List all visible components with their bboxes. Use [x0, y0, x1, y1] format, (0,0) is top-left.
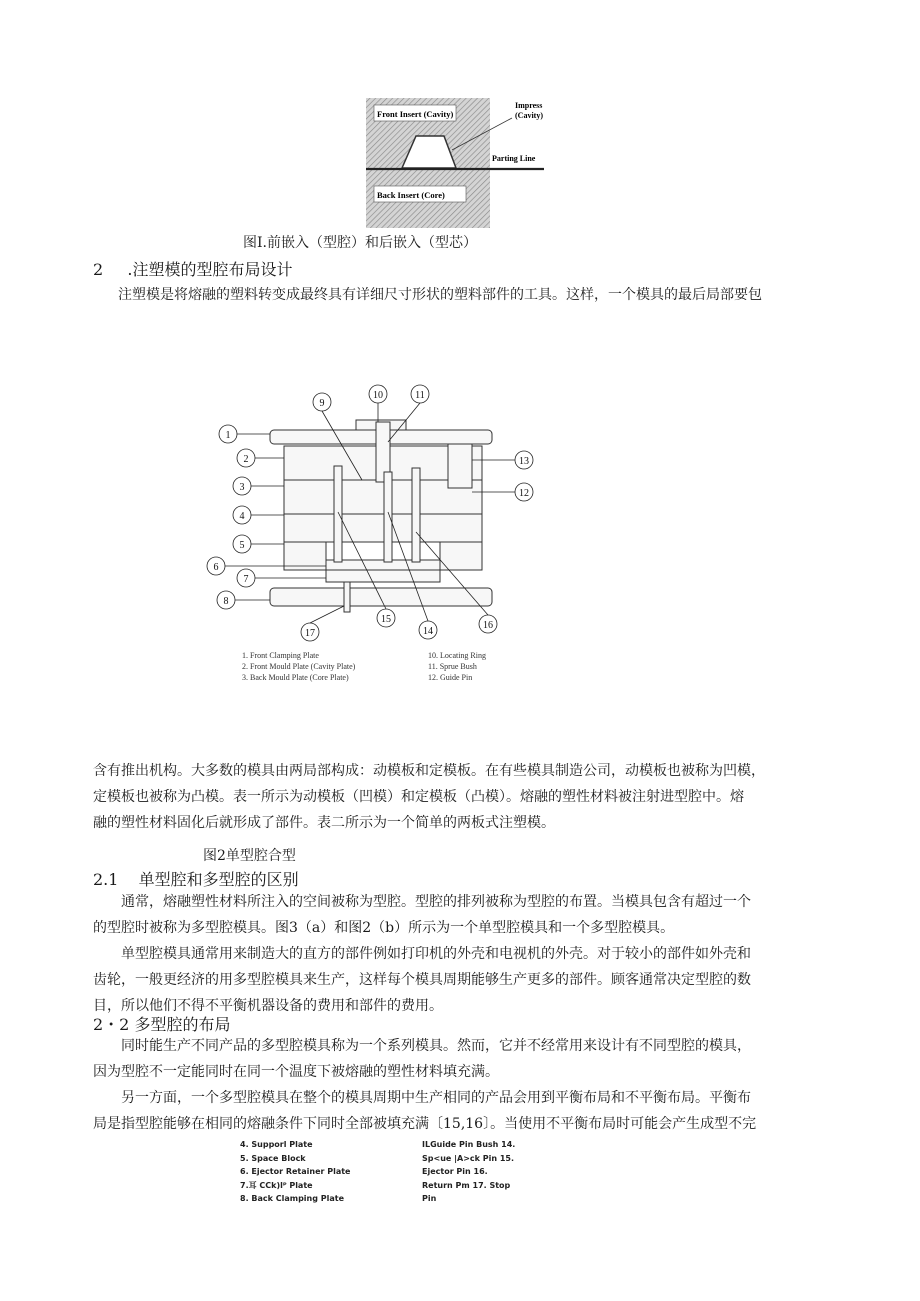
callout-7: 7 — [243, 574, 249, 585]
impress-label-2: (Cavity) — [515, 111, 543, 120]
section-2-1-p2-line1: 单型腔模具通常用来制造大的直方的部件例如打印机的外壳和电视机的外壳。对于较小的部件如外壳和 — [121, 946, 751, 962]
bottom-legend-left-1: 4. Supporl Plate — [240, 1140, 313, 1149]
continuation-paragraph — [93, 758, 833, 836]
callout-2: 2 — [243, 454, 249, 465]
bottom-legend-right-4: Return Pm 17. Stop — [422, 1180, 511, 1190]
bottom-legend-right-2: Sp<ue |A>ck Pin 15. — [422, 1153, 515, 1163]
bottom-legend-left — [240, 1138, 350, 1206]
bottom-legend-right-3: Ejector Pin 16. — [422, 1167, 488, 1176]
section-2-1-body — [93, 889, 833, 1019]
section-2-1-p1-line1: 通常，熔融塑性材料所注入的空间被称为型腔。型腔的排列被称为型腔的布置。当模具包含有超过一个 — [121, 894, 751, 910]
section-2-1-p2-line3: 目，所以他们不得不平衡机器设备的费用和部件的费用。 — [93, 998, 443, 1014]
bottom-legend-left-3: 6. Ejector Retainer Plate — [240, 1167, 351, 1176]
section-2-1-p2-line2: 齿轮，一般更经济的用多型腔模具来生产，这样每个模具周期能够生产更多的部件。顾客通常决定型腔的数 — [93, 972, 751, 988]
section-2-1-number: 2.1 — [93, 870, 119, 889]
callout-9: 9 — [319, 398, 325, 409]
section-2-2-p1-line2: 因为型腔不一定能同时在同一个温度下被熔融的塑性材料填充满。 — [93, 1064, 499, 1080]
callout-15: 15 — [381, 614, 391, 625]
back-insert-label: Back Insert (Core) — [377, 190, 445, 200]
figure-2-svg — [212, 382, 529, 692]
bottom-legend-right — [422, 1138, 515, 1206]
fig2-legend-left-3: 3. Back Mould Plate (Core Plate) — [242, 673, 349, 682]
callout-4: 4 — [239, 511, 245, 522]
section-2-1-title: 单型腔和多型腔的区别 — [138, 870, 299, 889]
section-2-paragraph: 注塑模是将熔融的塑料转变成最终具有详细尺寸形状的塑料部件的工具。这样，一个模具的最后局部要包 — [118, 287, 762, 303]
continuation-line-3: 融的塑性材料固化后就形成了部件。表二所示为一个简单的两板式注塑模。 — [93, 815, 555, 831]
callout-1: 1 — [225, 430, 231, 441]
callout-6: 6 — [213, 562, 219, 573]
figure-1-caption: 图I.前嵌入（型腔）和后嵌入（型芯） — [243, 235, 477, 251]
front-insert-label: Front Insert (Cavity) — [377, 109, 454, 119]
section-2-2-number: 2・2 — [93, 1015, 130, 1034]
callout-12: 12 — [519, 488, 529, 499]
callout-8: 8 — [223, 596, 229, 607]
section-2-2-title: 多型腔的布局 — [134, 1015, 231, 1034]
bottom-legend-left-4: 7.耳 CCk)lᴾ Plate — [240, 1180, 313, 1190]
figure-2-caption: 图2单型腔合型 — [203, 848, 296, 864]
callout-16: 16 — [483, 620, 493, 631]
section-2-2-p1-line1: 同时能生产不同产品的多型腔模具称为一个系列模具。然而，它并不经常用来设计有不同型腔的模具， — [121, 1038, 751, 1054]
parting-line-label: Parting Line — [492, 154, 536, 163]
section-2-number: 2 — [93, 260, 104, 279]
bottom-legend-left-2: 5. Space Block — [240, 1153, 306, 1163]
callout-5: 5 — [239, 540, 245, 551]
section-2-2-heading — [93, 1012, 230, 1035]
section-2-2-body — [93, 1033, 833, 1137]
continuation-line-1: 含有推出机构。大多数的模具由两局部构成：动模板和定模板。在有些模具制造公司，动模板也被称为凹模， — [93, 763, 765, 779]
fig2-legend-left-2: 2. Front Mould Plate (Cavity Plate) — [242, 662, 356, 671]
fig2-legend-left-1: 1. Front Clamping Plate — [242, 651, 319, 660]
impress-label-1: Impress — [515, 101, 543, 110]
fig2-legend-right-2: 11. Sprue Bush — [428, 662, 477, 671]
bottom-legend-right-5: Pin — [422, 1194, 437, 1203]
callout-10: 10 — [373, 390, 383, 401]
section-2-title: .注塑模的型腔布局设计 — [127, 260, 293, 279]
callout-13: 13 — [519, 456, 529, 467]
section-2-1-heading — [93, 867, 299, 890]
figure-1-svg — [364, 98, 554, 228]
callout-17: 17 — [305, 628, 315, 639]
figure-2-diagram — [212, 382, 529, 692]
callout-3: 3 — [239, 482, 245, 493]
fig2-legend-right-1: 10. Locating Ring — [428, 651, 486, 660]
fig2-legend-right-3: 12. Guide Pin — [428, 673, 473, 682]
callout-11: 11 — [415, 390, 425, 401]
section-2-heading — [93, 257, 292, 280]
section-2-1-p1-line2: 的型腔时被称为多型腔模具。图3（a）和图2（b）所示为一个单型腔模具和一个多型腔模具。 — [93, 920, 675, 936]
section-2-2-p2-line1: 另一方面，一个多型腔模具在整个的模具周期中生产相同的产品会用到平衡布局和不平衡布局。平衡布 — [121, 1090, 751, 1106]
bottom-legend-left-5: 8. Back Clamping Plate — [240, 1194, 345, 1203]
continuation-line-2: 定模板也被称为凸模。表一所示为动模板（凹模）和定模板（凸模）。熔融的塑性材料被注射进型腔中。熔 — [93, 789, 744, 805]
callout-14: 14 — [423, 626, 433, 637]
section-2-2-p2-line2: 局是指型腔能够在相同的熔融条件下同时全部被填充满〔15,16〕。当使用不平衡布局时可能会产生成型不完 — [93, 1116, 757, 1132]
bottom-legend-right-1: ILGuide Pin Bush 14. — [422, 1140, 516, 1149]
figure-1-diagram — [364, 98, 554, 228]
